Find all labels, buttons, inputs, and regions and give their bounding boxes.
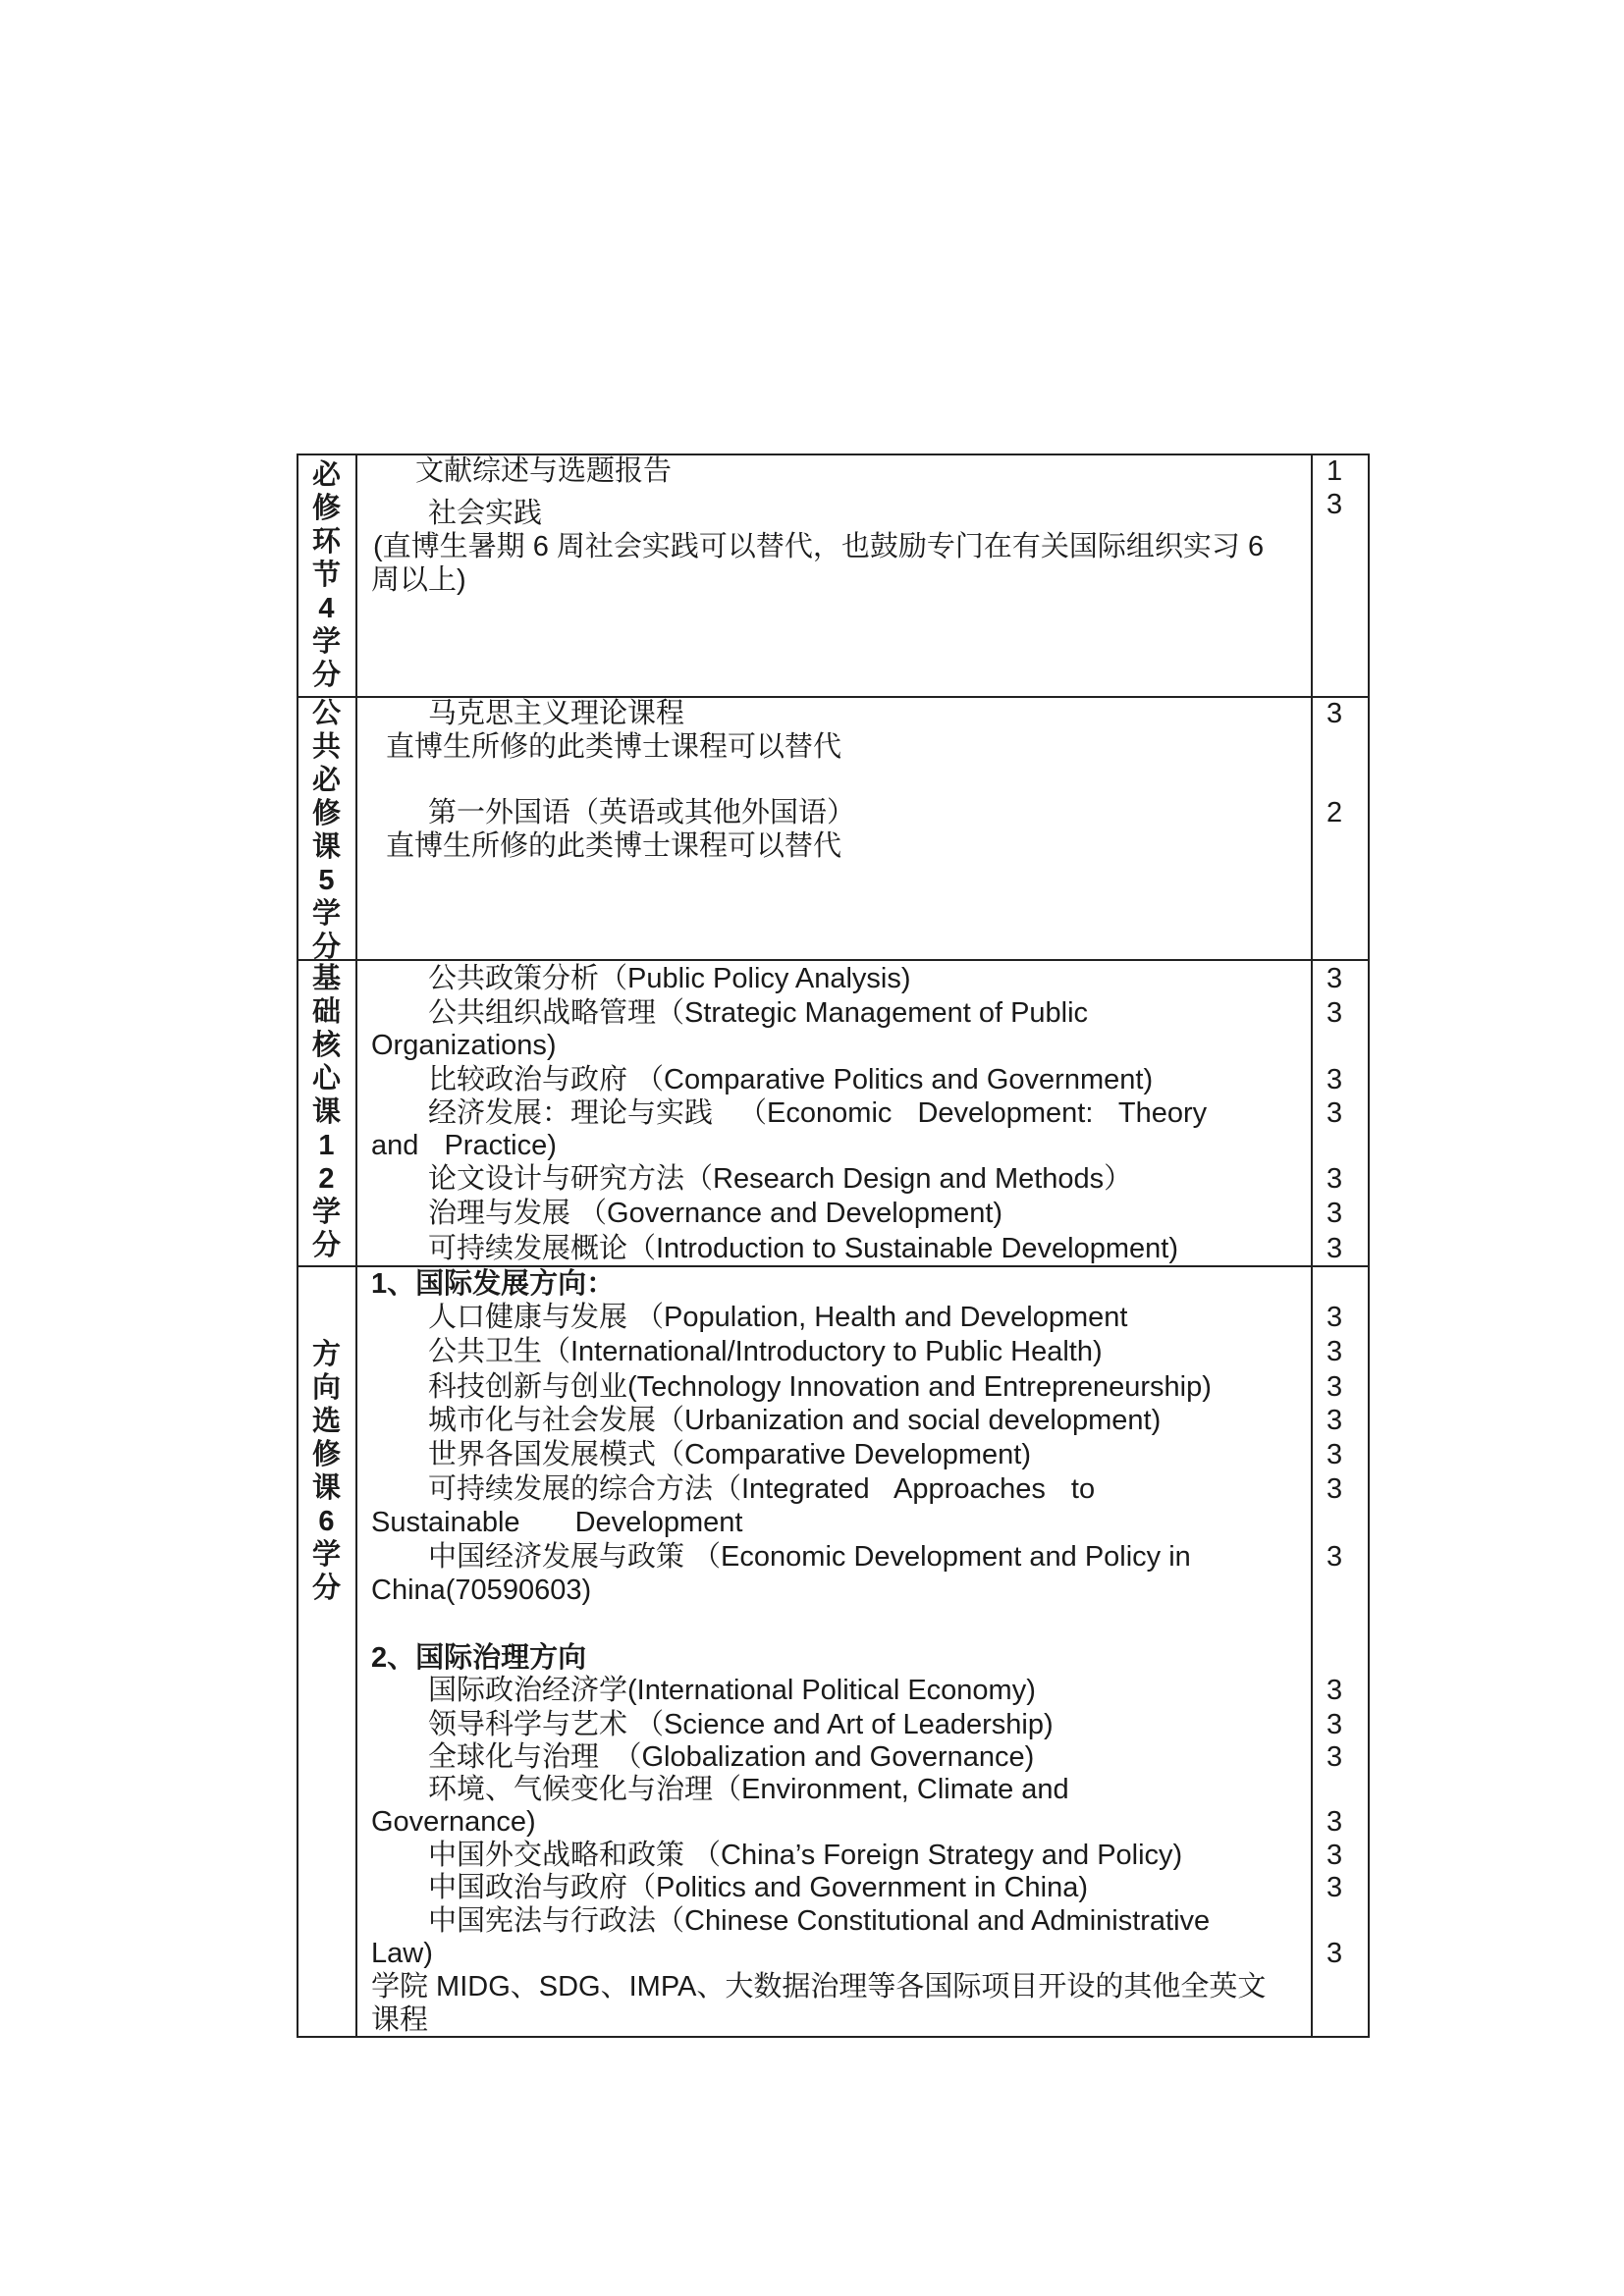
course-line: 课程 <box>371 2004 429 2036</box>
course-line: Organizations) <box>371 1030 557 1061</box>
course-line: 城市化与社会发展（Urbanization and social development) <box>428 1405 1162 1436</box>
course-line: 中国经济发展与政策 （Economic Development and Policy in <box>428 1541 1191 1573</box>
course-line: Sustainable Development <box>371 1507 743 1538</box>
course-note: 直博生所修的此类博士课程可以替代 <box>386 731 842 763</box>
row-label: 公共必修课5学分 <box>312 698 342 963</box>
credit-value: 3 <box>1326 1198 1343 1229</box>
row-label: 必修环节4学分 <box>312 459 342 691</box>
credit-value: 3 <box>1326 1473 1343 1505</box>
course-line: 治理与发展 （Governance and Development) <box>428 1198 1003 1229</box>
course-line: 世界各国发展模式（Comparative Development) <box>428 1439 1031 1470</box>
credit-value: 3 <box>1326 1840 1343 1871</box>
course-line: 社会实践 <box>428 498 543 529</box>
credit-value: 3 <box>1326 1233 1343 1264</box>
credit-value: 3 <box>1326 1064 1343 1095</box>
credit-value: 3 <box>1326 1806 1343 1838</box>
course-note: (直博生暑期 6 周社会实践可以替代，也鼓励专门在有关国际组织实习 6 <box>373 531 1265 562</box>
course-line: 中国政治与政府（Politics and Government in China) <box>428 1872 1089 1903</box>
course-line: Law) <box>371 1938 433 1969</box>
course-line: 马克思主义理论课程 <box>428 698 685 729</box>
credit-value: 3 <box>1326 1163 1343 1195</box>
credit-value: 3 <box>1326 1405 1343 1436</box>
credit-value: 3 <box>1326 698 1343 729</box>
course-line: 中国外交战略和政策 （China’s Foreign Strategy and Policy) <box>428 1840 1183 1871</box>
credit-value: 3 <box>1326 1439 1343 1470</box>
credit-value: 3 <box>1326 1675 1343 1706</box>
credit-value: 2 <box>1326 797 1343 828</box>
course-note: 周以上) <box>371 564 466 596</box>
course-line: 国际政治经济学(International Political Economy) <box>428 1675 1036 1706</box>
course-line: China(70590603) <box>371 1575 592 1606</box>
credit-value: 3 <box>1326 963 1343 994</box>
credit-column-divider <box>1311 454 1313 2038</box>
credit-value: 3 <box>1326 1709 1343 1740</box>
credit-value: 3 <box>1326 1371 1343 1403</box>
course-line: 第一外国语（英语或其他外国语） <box>428 797 856 828</box>
course-line: 公共组织战略管理（Strategic Management of Public <box>428 997 1089 1029</box>
row-label: 方向选修课6学分 <box>312 1339 342 1604</box>
course-line: 比较政治与政府 （Comparative Politics and Government) <box>428 1064 1154 1095</box>
course-line: 论文设计与研究方法（Research Design and Methods） <box>428 1163 1133 1195</box>
row-label: 基础核心课12学分 <box>312 963 342 1261</box>
credit-value: 1 <box>1326 455 1343 487</box>
credit-value: 3 <box>1326 1097 1343 1129</box>
track-heading: 1、国际发展方向： <box>371 1268 616 1300</box>
course-line: 可持续发展概论（Introduction to Sustainable Development) <box>428 1233 1178 1264</box>
course-line: 学院 MIDG、SDG、IMPA、大数据治理等各国际项目开设的其他全英文 <box>371 1971 1267 2002</box>
credit-value: 3 <box>1326 1541 1343 1573</box>
credit-value: 3 <box>1326 997 1343 1029</box>
course-line: 环境、气候变化与治理（Environment, Climate and <box>428 1774 1069 1805</box>
credit-value: 3 <box>1326 1302 1343 1333</box>
course-line: and Practice) <box>371 1130 557 1161</box>
row-divider <box>297 959 1370 961</box>
course-line: 科技创新与创业(Technology Innovation and Entrepreneurship) <box>428 1371 1212 1403</box>
credit-value: 3 <box>1326 1336 1343 1367</box>
course-line: 公共政策分析（Public Policy Analysis) <box>428 963 911 994</box>
course-line: 公共卫生（International/Introductory to Public Health) <box>428 1336 1103 1367</box>
course-note: 直博生所修的此类博士课程可以替代 <box>386 830 842 862</box>
course-line: 领导科学与艺术 （Science and Art of Leadership) <box>428 1709 1054 1740</box>
credit-value: 3 <box>1326 1741 1343 1773</box>
credit-value: 3 <box>1326 1938 1343 1969</box>
course-line: 全球化与治理 （Globalization and Governance) <box>428 1741 1035 1773</box>
credit-value: 3 <box>1326 489 1343 520</box>
credit-value: 3 <box>1326 1872 1343 1903</box>
course-line: 文献综述与选题报告 <box>415 455 673 487</box>
track-heading: 2、国际治理方向 <box>371 1642 587 1674</box>
course-line: 经济发展：理论与实践 （Economic Development: Theory <box>428 1097 1208 1129</box>
label-column-divider <box>355 454 357 2038</box>
course-line: 可持续发展的综合方法（Integrated Approaches to <box>428 1473 1096 1505</box>
course-line: 中国宪法与行政法（Chinese Constitutional and Administrative <box>428 1905 1211 1937</box>
course-line: 人口健康与发展 （Population, Health and Development <box>428 1302 1128 1333</box>
course-line: Governance) <box>371 1806 536 1838</box>
